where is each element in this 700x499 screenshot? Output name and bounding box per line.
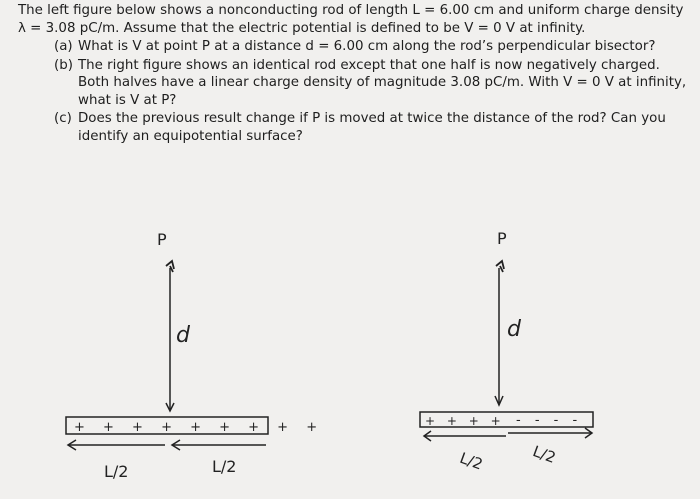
part-a-text: What is V at point P at a distance d = 6.00 cm along the rod’s perpendicular bisector?: [78, 39, 656, 54]
part-b-label: (b): [54, 57, 73, 73]
right-point-marker: [496, 261, 504, 272]
left-figure: [66, 230, 324, 481]
right-half-label-left: L/2: [457, 448, 486, 474]
right-rod-positive-charges: + + + +: [425, 414, 505, 428]
problem-intro: The left figure below shows a nonconducting rod of length L = 6.00 cm and uniform charge density λ = 3.08 pC/m. Assume that the electric potential is defined to be V = 0 V at infinity.: [18, 3, 684, 36]
right-figure: [420, 229, 593, 474]
right-point-label: P: [497, 229, 507, 248]
left-rod-charges: + + + + + + + + +: [74, 420, 325, 435]
right-rod-negative-charges: - - - -: [516, 413, 583, 428]
right-distance-label: d: [507, 317, 521, 342]
part-b-text: The right figure shows an identical rod except that one half is now negatively charged. Both halves have a linear charge density of magnitude 3.08 pC/m. With V = 0 V at infinity, what is V at P?: [78, 57, 687, 108]
part-a-label: (a): [54, 39, 73, 54]
left-distance-label: d: [176, 323, 190, 348]
part-c-text: Does the previous result change if P is moved at twice the distance of the rod? Can you identify an equipotential surface?: [78, 111, 666, 144]
left-point-label: P: [157, 230, 167, 249]
left-half-label-left: L/2: [104, 462, 129, 481]
right-half-label-right: L/2: [530, 442, 559, 467]
part-c-label: (c): [54, 111, 72, 126]
left-half-label-right: L/2: [212, 457, 237, 476]
